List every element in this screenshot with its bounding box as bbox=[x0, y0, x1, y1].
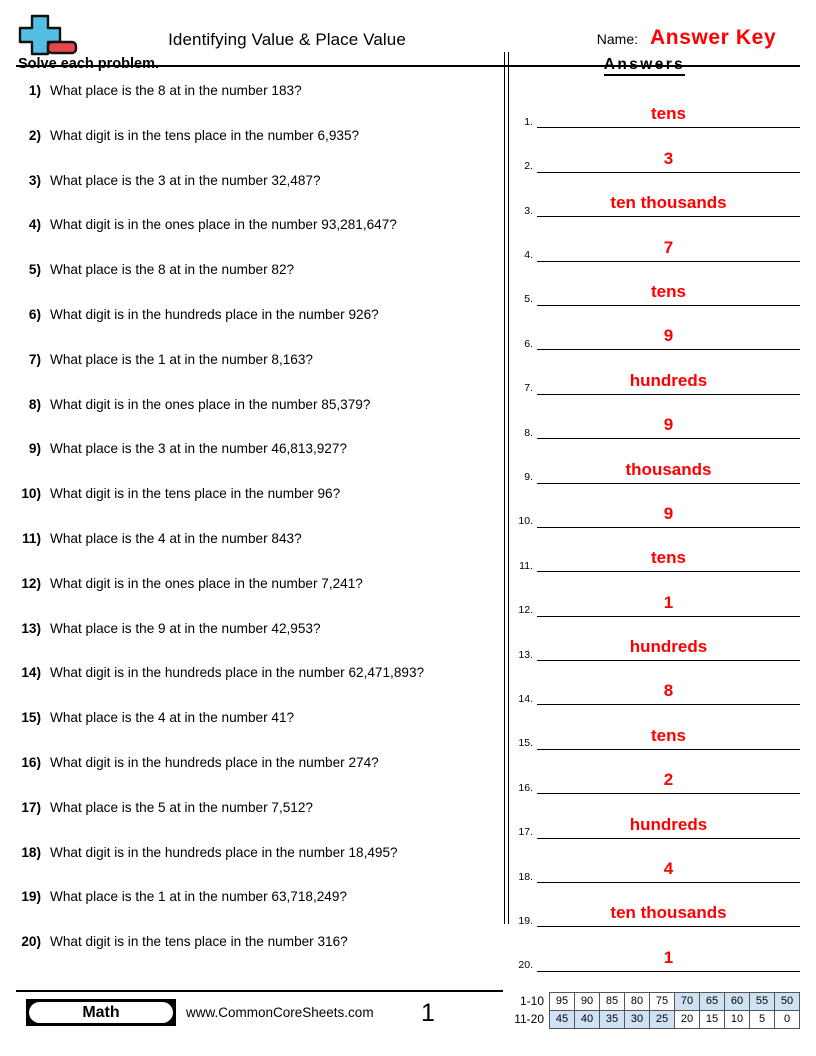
answer-blank[interactable] bbox=[537, 528, 800, 572]
worksheet-body bbox=[16, 52, 800, 970]
score-cell[interactable]: 90 bbox=[575, 993, 600, 1011]
name-block bbox=[597, 26, 800, 50]
question-number: 14) bbox=[21, 665, 41, 681]
answer-number: 15. bbox=[518, 737, 533, 750]
question-row bbox=[16, 397, 503, 442]
score-cell[interactable]: 75 bbox=[650, 993, 675, 1011]
question-number: 7) bbox=[28, 351, 41, 367]
answer-row bbox=[511, 173, 800, 217]
score-cell[interactable]: 15 bbox=[700, 1011, 725, 1029]
footer-left bbox=[16, 999, 503, 1026]
score-cell[interactable]: 10 bbox=[725, 1011, 750, 1029]
question-list bbox=[16, 83, 503, 979]
name-value[interactable]: Answer Key bbox=[650, 26, 777, 49]
question-row bbox=[16, 217, 503, 262]
score-cell[interactable]: 25 bbox=[650, 1011, 675, 1029]
question-text: What digit is in the ones place in the number 85,379? bbox=[50, 396, 371, 412]
answer-value: 1 bbox=[663, 592, 674, 612]
question-number: 13) bbox=[21, 620, 41, 636]
answer-row bbox=[511, 84, 800, 128]
answer-number: 17. bbox=[518, 826, 533, 839]
question-number: 11) bbox=[22, 530, 41, 546]
question-number: 5) bbox=[28, 262, 41, 278]
question-row bbox=[16, 755, 503, 800]
answer-value: hundreds bbox=[629, 637, 708, 657]
question-number: 16) bbox=[21, 754, 41, 770]
answer-row bbox=[511, 750, 800, 794]
answer-blank[interactable] bbox=[537, 84, 800, 128]
score-cell[interactable]: 95 bbox=[550, 993, 575, 1011]
name-label: Name: bbox=[596, 31, 638, 47]
score-cell[interactable]: 20 bbox=[675, 1011, 700, 1029]
answer-blank[interactable] bbox=[537, 173, 800, 217]
answer-row bbox=[511, 661, 800, 705]
answer-value: 4 bbox=[663, 859, 674, 879]
answer-blank[interactable] bbox=[537, 927, 800, 971]
question-text: What place is the 4 at in the number 843? bbox=[50, 530, 302, 546]
question-text: What digit is in the tens place in the number 96? bbox=[50, 486, 341, 502]
score-row-label: 11-20 bbox=[514, 1012, 544, 1026]
answer-row bbox=[511, 572, 800, 616]
score-table-row bbox=[508, 1011, 800, 1029]
question-text: What place is the 8 at in the number 183? bbox=[50, 83, 302, 98]
question-number: 6) bbox=[28, 306, 41, 322]
answer-blank[interactable] bbox=[537, 306, 800, 350]
question-row bbox=[16, 83, 503, 128]
question-text: What place is the 3 at in the number 32,487? bbox=[50, 172, 321, 188]
question-row bbox=[16, 845, 503, 890]
column-divider bbox=[503, 52, 511, 970]
question-number: 8) bbox=[28, 396, 41, 412]
answer-number: 19. bbox=[518, 914, 533, 927]
question-text: What place is the 4 at in the number 41? bbox=[50, 710, 295, 726]
question-text: What digit is in the hundreds place in the number 62,471,893? bbox=[50, 665, 425, 681]
worksheet-footer bbox=[16, 990, 800, 1042]
question-number: 17) bbox=[21, 799, 41, 815]
score-cell[interactable]: 45 bbox=[550, 1011, 575, 1029]
score-cell[interactable]: 55 bbox=[750, 993, 775, 1011]
question-row bbox=[16, 889, 503, 934]
answer-value: ten thousands bbox=[610, 193, 727, 213]
question-text: What digit is in the tens place in the number 6,935? bbox=[50, 127, 360, 143]
question-row bbox=[16, 621, 503, 666]
worksheet-header bbox=[16, 0, 800, 52]
score-cell[interactable]: 70 bbox=[675, 993, 700, 1011]
score-cell[interactable]: 85 bbox=[600, 993, 625, 1011]
question-row bbox=[16, 531, 503, 576]
answer-row bbox=[511, 839, 800, 883]
question-text: What digit is in the tens place in the number 316? bbox=[50, 934, 348, 950]
question-number: 1) bbox=[28, 83, 41, 98]
score-cell[interactable]: 60 bbox=[725, 993, 750, 1011]
answer-blank[interactable] bbox=[537, 839, 800, 883]
answer-row bbox=[511, 350, 800, 394]
answer-row bbox=[511, 883, 800, 927]
answer-value: 7 bbox=[663, 237, 674, 257]
question-number: 15) bbox=[21, 710, 41, 726]
question-row bbox=[16, 352, 503, 397]
answer-blank[interactable] bbox=[537, 484, 800, 528]
answer-value: tens bbox=[651, 281, 686, 301]
answer-value: 9 bbox=[663, 326, 674, 346]
page-title: Identifying Value & Place Value bbox=[168, 30, 406, 49]
site-url[interactable]: www.CommonCoreSheets.com bbox=[186, 1005, 374, 1020]
answer-row bbox=[511, 794, 800, 838]
question-row bbox=[16, 307, 503, 352]
answer-row bbox=[511, 617, 800, 661]
question-number: 12) bbox=[21, 575, 41, 591]
answer-value: tens bbox=[651, 104, 686, 124]
question-row bbox=[16, 128, 503, 173]
answer-number: 3. bbox=[524, 204, 533, 217]
answer-value: 9 bbox=[663, 415, 674, 435]
answer-number: 13. bbox=[518, 648, 533, 661]
answer-number: 6. bbox=[524, 337, 533, 350]
answer-blank[interactable] bbox=[537, 350, 800, 394]
answer-blank[interactable] bbox=[537, 794, 800, 838]
answer-value: hundreds bbox=[629, 814, 708, 834]
answer-value: 3 bbox=[663, 148, 674, 168]
question-number: 2) bbox=[28, 127, 41, 143]
answer-row bbox=[511, 262, 800, 306]
answer-number: 10. bbox=[518, 515, 533, 528]
answers-heading-text: Answers bbox=[604, 56, 685, 76]
question-number: 4) bbox=[28, 217, 41, 233]
answer-number: 2. bbox=[524, 160, 533, 173]
answer-row bbox=[511, 439, 800, 483]
question-number: 9) bbox=[28, 441, 41, 457]
answer-blank[interactable] bbox=[537, 661, 800, 705]
answer-value: tens bbox=[651, 548, 686, 568]
score-cell[interactable]: 5 bbox=[750, 1011, 775, 1029]
subject-badge-label: Math bbox=[29, 1002, 173, 1023]
answer-value: 9 bbox=[663, 503, 674, 523]
instructions: Solve each problem. bbox=[18, 56, 160, 72]
page-number: 1 bbox=[421, 999, 435, 1027]
answer-number: 16. bbox=[518, 781, 533, 794]
question-row bbox=[16, 934, 503, 979]
score-cell[interactable]: 80 bbox=[625, 993, 650, 1011]
answer-blank[interactable] bbox=[537, 128, 800, 172]
questions-column bbox=[16, 52, 503, 970]
answer-blank[interactable] bbox=[537, 572, 800, 616]
answer-number: 18. bbox=[518, 870, 533, 883]
answer-blank[interactable] bbox=[537, 705, 800, 749]
question-number: 10) bbox=[21, 486, 41, 502]
answer-value: hundreds bbox=[629, 370, 708, 390]
score-row-label: 1-10 bbox=[519, 994, 544, 1008]
answer-number: 11. bbox=[519, 559, 533, 572]
question-row bbox=[16, 665, 503, 710]
answer-row bbox=[511, 395, 800, 439]
question-row bbox=[16, 486, 503, 531]
question-text: What place is the 1 at in the number 63,718,249? bbox=[50, 889, 347, 905]
answer-row bbox=[511, 927, 800, 971]
answer-number: 5. bbox=[524, 293, 533, 306]
score-cell[interactable]: 30 bbox=[625, 1011, 650, 1029]
question-number: 19) bbox=[21, 889, 41, 905]
answer-blank[interactable] bbox=[537, 395, 800, 439]
answer-blank[interactable] bbox=[537, 750, 800, 794]
question-text: What place is the 8 at in the number 82? bbox=[50, 262, 295, 278]
question-row bbox=[16, 262, 503, 307]
score-cell[interactable]: 65 bbox=[700, 993, 725, 1011]
score-table-row bbox=[508, 993, 800, 1011]
score-cell[interactable]: 0 bbox=[775, 1011, 800, 1029]
answer-number: 12. bbox=[518, 604, 533, 617]
answer-row bbox=[511, 705, 800, 749]
answer-value: 8 bbox=[663, 681, 674, 701]
score-cell[interactable]: 50 bbox=[775, 993, 800, 1011]
answer-value: thousands bbox=[625, 459, 712, 479]
answer-row bbox=[511, 484, 800, 528]
score-table-body bbox=[508, 993, 800, 1029]
footer-divider bbox=[16, 990, 503, 992]
question-text: What place is the 1 at in the number 8,163? bbox=[50, 351, 313, 367]
answer-blank[interactable] bbox=[537, 439, 800, 483]
question-row bbox=[16, 710, 503, 755]
question-text: What digit is in the hundreds place in the number 926? bbox=[50, 306, 379, 322]
question-number: 18) bbox=[21, 844, 41, 860]
answer-number: 1. bbox=[524, 115, 533, 128]
answer-number: 14. bbox=[518, 692, 533, 705]
answer-row bbox=[511, 217, 800, 261]
subject-badge bbox=[26, 999, 176, 1026]
score-cell[interactable]: 40 bbox=[575, 1011, 600, 1029]
question-row bbox=[16, 173, 503, 218]
question-text: What place is the 9 at in the number 42,953? bbox=[50, 620, 321, 636]
question-number: 3) bbox=[28, 172, 41, 188]
score-table bbox=[508, 992, 801, 1029]
answer-list bbox=[511, 84, 800, 972]
question-text: What digit is in the ones place in the number 93,281,647? bbox=[50, 217, 397, 233]
answer-blank[interactable] bbox=[537, 217, 800, 261]
answer-number: 7. bbox=[524, 382, 533, 395]
answer-value: tens bbox=[651, 725, 686, 745]
question-text: What digit is in the hundreds place in the number 18,495? bbox=[50, 844, 398, 860]
answers-column bbox=[511, 52, 800, 970]
answer-row bbox=[511, 128, 800, 172]
answer-value: ten thousands bbox=[610, 903, 727, 923]
question-row bbox=[16, 576, 503, 621]
question-number: 20) bbox=[21, 934, 41, 950]
answer-number: 8. bbox=[524, 426, 533, 439]
answer-number: 20. bbox=[518, 959, 533, 972]
question-text: What digit is in the hundreds place in the number 274? bbox=[50, 754, 379, 770]
question-row bbox=[16, 441, 503, 486]
question-text: What place is the 5 at in the number 7,512? bbox=[50, 799, 313, 815]
question-text: What place is the 3 at in the number 46,813,927? bbox=[50, 441, 347, 457]
answer-blank[interactable] bbox=[537, 617, 800, 661]
question-row bbox=[16, 800, 503, 845]
question-text: What digit is in the ones place in the number 7,241? bbox=[50, 575, 363, 591]
answer-number: 9. bbox=[524, 471, 533, 484]
answer-value: 2 bbox=[663, 770, 674, 790]
answer-value: 1 bbox=[663, 947, 674, 967]
answer-row bbox=[511, 528, 800, 572]
answer-number: 4. bbox=[524, 249, 533, 262]
answer-blank[interactable] bbox=[537, 883, 800, 927]
answer-blank[interactable] bbox=[537, 262, 800, 306]
score-cell[interactable]: 35 bbox=[600, 1011, 625, 1029]
answers-heading bbox=[511, 56, 800, 74]
answer-row bbox=[511, 306, 800, 350]
